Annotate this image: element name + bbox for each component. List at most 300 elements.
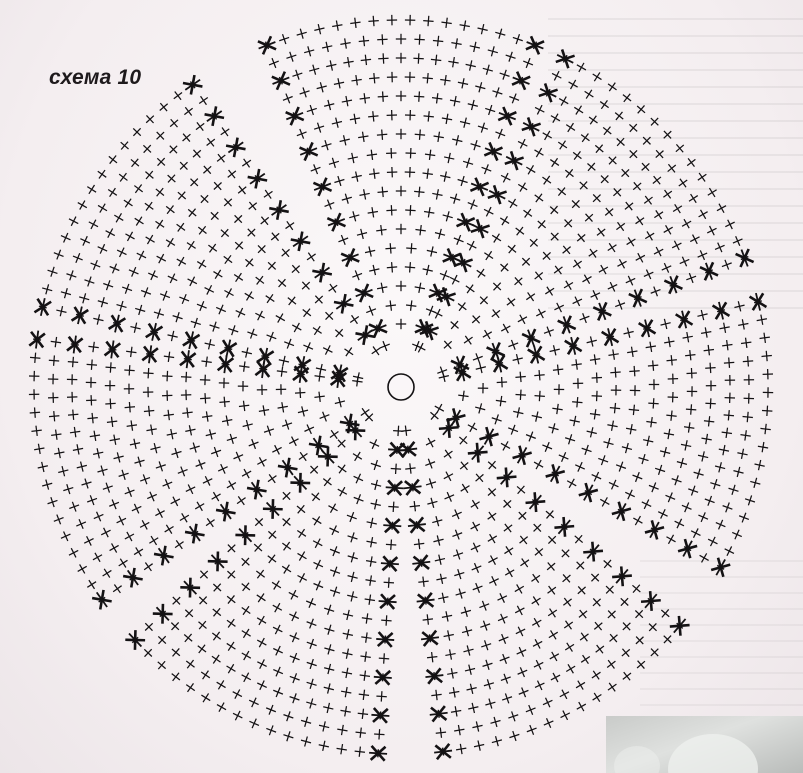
stitch-icon: [672, 141, 687, 156]
stitch-icon: [511, 33, 524, 46]
stitch-icon: [288, 651, 301, 664]
stitch-icon: [464, 663, 477, 676]
stitch-icon: [153, 217, 167, 231]
stitch-icon: [722, 544, 736, 558]
stitch-icon: [507, 92, 520, 105]
stitch-icon: [664, 161, 679, 176]
stitch-icon: [578, 311, 591, 324]
stitch-icon: [383, 577, 394, 588]
stitch-icon: [659, 318, 672, 331]
stitch-icon: [183, 657, 198, 672]
stitch-icon: [271, 644, 285, 658]
stitch-icon: [270, 443, 284, 457]
increase-stitch-icon: [520, 117, 542, 138]
stitch-icon: [680, 439, 692, 451]
stitch-icon: [106, 152, 121, 167]
stitch-icon: [582, 210, 597, 225]
stitch-icon: [300, 735, 313, 748]
stitch-icon: [244, 225, 259, 240]
stitch-icon: [626, 346, 638, 358]
stitch-icon: [277, 401, 289, 413]
stitch-icon: [288, 262, 303, 277]
stitch-icon: [207, 209, 222, 224]
stitch-icon: [247, 717, 261, 731]
stitch-icon: [385, 300, 397, 312]
stitch-icon: [163, 409, 175, 421]
stitch-icon: [323, 643, 336, 656]
stitch-icon: [466, 198, 479, 211]
increase-stitch-icon: [503, 150, 525, 171]
stitch-icon: [696, 248, 710, 262]
stitch-icon: [352, 492, 365, 505]
stitch-icon: [122, 529, 136, 543]
stitch-icon: [484, 697, 497, 710]
stitch-icon: [571, 359, 583, 371]
stitch-icon: [361, 632, 373, 644]
stitch-icon: [285, 50, 298, 63]
stitch-icon: [639, 133, 654, 148]
stitch-icon: [336, 724, 348, 736]
stitch-icon: [341, 95, 353, 107]
stitch-icon: [513, 603, 527, 617]
stitch-icon: [238, 400, 250, 412]
stitch-icon: [275, 276, 290, 291]
stitch-icon: [170, 447, 183, 460]
stitch-icon: [451, 38, 463, 50]
increase-stitch-icon: [429, 706, 448, 722]
stitch-icon: [140, 142, 155, 157]
stitch-icon: [533, 678, 547, 692]
stitch-icon: [224, 662, 238, 676]
stitch-icon: [560, 595, 575, 610]
stitch-icon: [294, 502, 309, 517]
stitch-icon: [672, 517, 686, 531]
stitch-icon: [282, 337, 295, 350]
stitch-icon: [577, 630, 592, 645]
stitch-icon: [714, 461, 727, 474]
stitch-icon: [265, 330, 278, 343]
increase-stitch-icon: [467, 441, 489, 464]
stitch-icon: [689, 526, 703, 540]
stitch-icon: [404, 167, 415, 178]
stitch-icon: [359, 188, 371, 200]
stitch-icon: [295, 549, 309, 563]
stitch-icon: [604, 657, 619, 672]
stitch-icon: [440, 337, 455, 352]
stitch-icon: [214, 303, 228, 317]
stitch-icon: [162, 371, 173, 382]
stitch-icon: [615, 257, 629, 271]
stitch-icon: [447, 318, 462, 333]
stitch-icon: [71, 251, 85, 265]
stitch-icon: [424, 304, 437, 317]
stitch-icon: [497, 632, 511, 646]
stitch-icon: [154, 658, 169, 673]
stitch-icon: [300, 715, 313, 728]
stitch-icon: [359, 92, 371, 104]
stitch-icon: [288, 692, 301, 705]
stitch-icon: [232, 238, 247, 253]
increase-stitch-icon: [151, 602, 174, 625]
increase-stitch-icon: [675, 309, 693, 330]
stitch-icon: [322, 309, 337, 324]
stitch-icon: [224, 616, 239, 631]
stitch-icon: [258, 404, 270, 416]
stitch-icon: [253, 567, 268, 582]
stitch-icon: [624, 235, 638, 249]
stitch-icon: [534, 370, 545, 381]
increase-stitch-icon: [710, 556, 731, 579]
increase-stitch-icon: [220, 338, 238, 359]
stitch-icon: [570, 148, 585, 163]
stitch-icon: [172, 537, 187, 552]
stitch-icon: [235, 183, 250, 198]
stitch-icon: [431, 92, 443, 104]
stitch-icon: [338, 134, 350, 146]
stitch-icon: [86, 395, 97, 406]
stitch-icon: [115, 245, 129, 259]
stitch-icon: [271, 623, 285, 637]
stitch-icon: [409, 500, 421, 512]
stitch-icon: [757, 441, 769, 453]
stitch-icon: [50, 429, 62, 441]
stitch-icon: [514, 624, 528, 638]
stitch-icon: [86, 217, 100, 231]
stitch-icon: [473, 739, 485, 751]
stitch-icon: [102, 279, 115, 292]
stitch-icon: [414, 91, 425, 102]
stitch-icon: [341, 667, 353, 679]
stitch-icon: [762, 405, 773, 416]
stitch-icon: [562, 640, 576, 654]
stitch-icon: [396, 281, 406, 291]
stitch-icon: [605, 80, 619, 94]
increase-stitch-icon: [699, 260, 718, 282]
stitch-icon: [286, 588, 300, 602]
stitch-icon: [561, 278, 575, 292]
stitch-icon: [478, 383, 489, 394]
stitch-icon: [606, 420, 618, 432]
stitch-icon: [335, 462, 350, 477]
stitch-icon: [654, 463, 667, 476]
stitch-icon: [115, 300, 128, 313]
stitch-icon: [688, 232, 702, 246]
stitch-icon: [619, 619, 634, 634]
stitch-icon: [570, 257, 584, 271]
stitch-icon: [181, 390, 192, 401]
stitch-icon: [188, 441, 201, 454]
increase-stitch-icon: [246, 168, 269, 190]
stitch-icon: [367, 437, 381, 451]
stitch-icon: [640, 497, 654, 511]
stitch-icon: [200, 162, 215, 177]
stitch-icon: [308, 490, 323, 505]
stitch-icon: [501, 521, 516, 536]
stitch-icon: [241, 346, 253, 358]
stitch-icon: [645, 341, 657, 353]
stitch-icon: [195, 299, 209, 313]
stitch-icon: [512, 582, 526, 596]
stitch-icon: [439, 170, 451, 182]
stitch-icon: [171, 88, 186, 103]
stitch-icon: [502, 543, 516, 557]
stitch-icon: [331, 20, 343, 32]
stitch-icon: [323, 99, 336, 112]
stitch-icon: [387, 15, 398, 26]
stitch-icon: [552, 301, 566, 315]
stitch-icon: [326, 501, 340, 515]
stitch-icon: [565, 476, 579, 490]
stitch-icon: [498, 652, 511, 665]
stitch-icon: [396, 319, 406, 329]
stitch-icon: [263, 291, 277, 305]
stitch-icon: [610, 185, 625, 200]
stitch-icon: [295, 571, 309, 585]
stitch-icon: [350, 449, 364, 463]
stitch-icon: [129, 321, 141, 333]
stitch-icon: [684, 155, 699, 170]
stitch-icon: [130, 125, 145, 140]
stitch-icon: [555, 138, 569, 152]
stitch-icon: [222, 286, 236, 300]
increase-stitch-icon: [184, 522, 206, 545]
stitch-icon: [435, 727, 447, 739]
increase-stitch-icon: [153, 544, 175, 567]
stitch-icon: [405, 300, 417, 312]
increase-stitch-icon: [215, 500, 237, 523]
stitch-icon: [449, 95, 461, 107]
stitch-icon: [374, 729, 385, 740]
stitch-icon: [305, 103, 318, 116]
increase-stitch-icon: [308, 434, 330, 457]
stitch-icon: [105, 185, 119, 199]
stitch-icon: [453, 568, 466, 581]
stitch-icon: [434, 228, 447, 241]
stitch-icon: [143, 405, 154, 416]
stitch-icon: [526, 235, 541, 250]
stitch-icon: [273, 311, 287, 325]
stitch-icon: [645, 620, 660, 635]
stitch-icon: [742, 356, 753, 367]
stitch-icon: [524, 430, 537, 443]
stitch-icon: [670, 202, 684, 216]
stitch-icon: [501, 692, 514, 705]
stitch-icon: [357, 131, 369, 143]
stitch-icon: [449, 192, 462, 205]
stitch-icon: [574, 60, 588, 74]
stitch-icon: [41, 283, 54, 296]
stitch-icon: [759, 332, 771, 344]
stitch-icon: [634, 102, 649, 117]
stitch-icon: [441, 447, 455, 461]
stitch-icon: [730, 528, 744, 542]
stitch-icon: [67, 546, 81, 560]
stitch-icon: [209, 605, 224, 620]
stitch-icon: [466, 99, 479, 112]
increase-stitch-icon: [217, 354, 233, 374]
stitch-icon: [561, 216, 576, 231]
stitch-icon: [569, 415, 581, 427]
stitch-icon: [354, 746, 365, 757]
stitch-icon: [194, 458, 207, 471]
stitch-icon: [333, 175, 346, 188]
stitch-icon: [705, 398, 716, 409]
stitch-icon: [143, 368, 154, 379]
stitch-icon: [572, 103, 586, 117]
stitch-icon: [478, 599, 491, 612]
stitch-icon: [193, 119, 208, 134]
stitch-icon: [742, 411, 753, 422]
stitch-icon: [649, 379, 660, 390]
stitch-icon: [318, 720, 330, 732]
stitch-icon: [130, 502, 144, 516]
stitch-icon: [551, 263, 566, 278]
stitch-icon: [347, 152, 359, 164]
increase-stitch-icon: [34, 297, 52, 318]
stitch-icon: [299, 278, 314, 293]
stitch-icon: [611, 385, 622, 396]
stitch-icon: [588, 288, 602, 302]
increase-stitch-icon: [524, 491, 546, 514]
stitch-icon: [414, 186, 425, 197]
stitch-icon: [257, 213, 272, 228]
stitch-icon: [731, 234, 745, 248]
stitch-icon: [621, 442, 634, 455]
stitch-icon: [455, 299, 470, 314]
stitch-icon: [342, 628, 354, 640]
stitch-icon: [705, 185, 719, 199]
stitch-icon: [604, 607, 619, 622]
stitch-icon: [154, 460, 167, 473]
stitch-icon: [376, 691, 387, 702]
stitch-icon: [562, 166, 577, 181]
stitch-icon: [201, 356, 213, 368]
stitch-icon: [580, 443, 593, 456]
stitch-icon: [304, 596, 318, 610]
stitch-icon: [342, 609, 354, 621]
stitch-icon: [596, 262, 610, 276]
stitch-icon: [497, 260, 512, 275]
stitch-icon: [591, 391, 602, 402]
stitch-icon: [559, 571, 574, 586]
stitch-icon: [276, 366, 288, 378]
stitch-icon: [138, 473, 151, 486]
stitch-icon: [305, 697, 318, 710]
stitch-icon: [95, 201, 109, 215]
stitch-icon: [476, 23, 488, 35]
stitch-icon: [224, 567, 239, 582]
stitch-icon: [152, 307, 165, 320]
stitch-icon: [606, 631, 621, 646]
stitch-icon: [246, 327, 259, 340]
stitch-icon: [99, 526, 113, 540]
stitch-icon: [703, 494, 716, 507]
increase-stitch-icon: [203, 105, 226, 127]
stitch-icon: [443, 152, 455, 164]
stitch-icon: [557, 687, 571, 701]
increase-stitch-icon: [425, 668, 444, 684]
stitch-icon: [262, 424, 275, 437]
stitch-icon: [647, 481, 660, 494]
increase-stitch-icon: [67, 335, 83, 355]
stitch-icon: [30, 352, 41, 363]
stitch-icon: [67, 374, 78, 385]
stitch-icon: [718, 444, 730, 456]
stitch-icon: [310, 514, 324, 528]
stitch-icon: [423, 457, 436, 470]
stitch-icon: [602, 205, 617, 220]
increase-stitch-icon: [234, 524, 257, 547]
stitch-icon: [756, 314, 768, 326]
stitch-icon: [240, 467, 254, 481]
increase-stitch-icon: [277, 456, 299, 479]
stitch-icon: [515, 645, 529, 659]
stitch-icon: [557, 94, 571, 108]
stitch-icon: [187, 175, 202, 190]
stitch-icon: [623, 488, 637, 502]
stitch-icon: [477, 293, 492, 308]
stitch-icon: [128, 155, 143, 170]
stitch-icon: [452, 548, 465, 561]
stitch-icon: [205, 241, 220, 256]
stitch-icon: [203, 515, 218, 530]
increase-stitch-icon: [557, 314, 576, 336]
stitch-icon: [83, 275, 96, 288]
stitch-icon: [190, 146, 205, 161]
stitch-icon: [279, 489, 294, 504]
stitch-icon: [414, 129, 425, 140]
stitch-icon: [405, 148, 416, 159]
stitch-icon: [564, 662, 578, 676]
stitch-icon: [255, 657, 269, 671]
stitch-icon: [386, 262, 397, 273]
stitch-icon: [617, 595, 632, 610]
stitch-icon: [253, 309, 267, 323]
stitch-icon: [630, 179, 645, 194]
stitch-icon: [465, 239, 479, 253]
stitch-icon: [625, 423, 637, 435]
stitch-icon: [304, 250, 318, 264]
stitch-icon: [378, 339, 391, 352]
stitch-icon: [116, 170, 131, 185]
increase-stitch-icon: [669, 614, 691, 637]
stitch-icon: [387, 167, 398, 178]
stitch-icon: [179, 130, 194, 145]
stitch-icon: [586, 113, 601, 128]
stitch-icon: [247, 437, 260, 450]
increase-stitch-icon: [416, 593, 435, 609]
stitch-icon: [92, 313, 104, 325]
stitch-icon: [301, 340, 315, 354]
stitch-icon: [334, 396, 347, 409]
increase-stitch-icon: [554, 49, 576, 70]
stitch-icon: [490, 279, 505, 294]
stitch-icon: [652, 245, 666, 259]
stitch-icon: [498, 439, 512, 453]
stitch-icon: [360, 54, 371, 65]
stitch-icon: [359, 670, 371, 682]
stitch-icon: [589, 668, 603, 682]
stitch-icon: [314, 391, 326, 403]
stitch-icon: [545, 606, 559, 620]
stitch-icon: [532, 658, 546, 672]
stitch-icon: [597, 97, 612, 112]
stitch-icon: [364, 245, 376, 257]
stitch-icon: [668, 373, 679, 384]
increase-stitch-icon: [332, 293, 355, 315]
stitch-icon: [167, 116, 182, 131]
stitch-icon: [532, 191, 547, 206]
